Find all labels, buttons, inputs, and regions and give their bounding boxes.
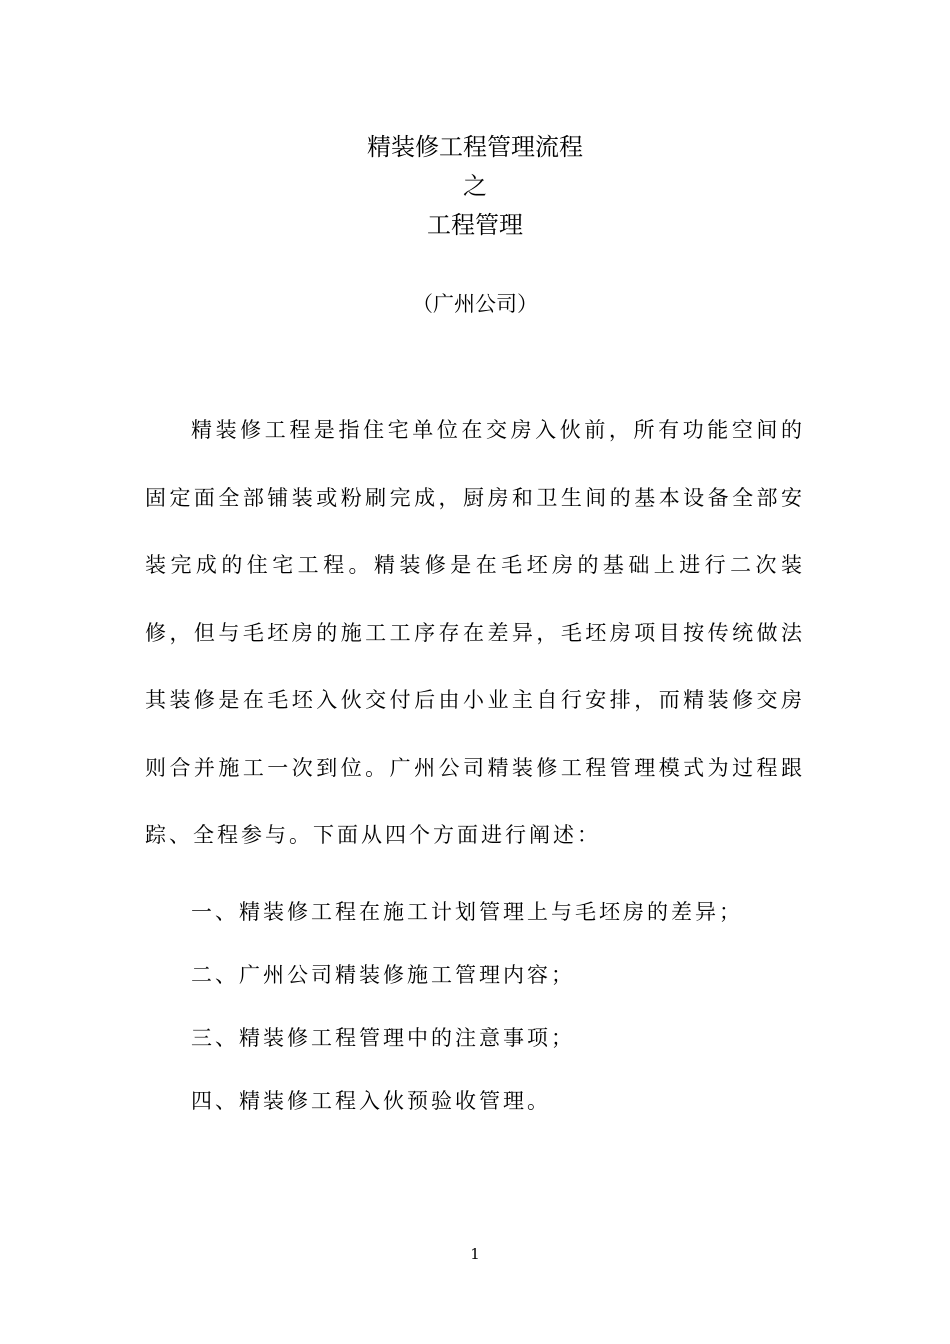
outline-list	[191, 897, 811, 1149]
list-item: 三、精装修工程管理中的注意事项；	[191, 1026, 575, 1050]
list-item: 一、精装修工程在施工计划管理上与毛坯房的差异；	[191, 900, 743, 924]
title-line-3: 工程管理	[427, 211, 523, 239]
page-number: 1	[470, 1245, 480, 1263]
title-line-1: 精装修工程管理流程	[367, 133, 583, 161]
document-subtitle: （广州公司）	[412, 292, 538, 316]
document-title	[0, 128, 950, 245]
title-line-2: 之	[463, 172, 487, 200]
intro-paragraph: 精装修工程是指住宅单位在交房入伙前，所有功能空间的固定面全部铺装或粉刷完成，厨房和卫生间的基本设备全部安装完成的住宅工程。精装修是在毛坯房的基础上进行二次装修，但与毛坯房的施工工序存在差异，毛坯房项目按传统做法其装修是在毛坯入伙交付后由小业主自行安排，而精装修交房则合并施工一次到位。广州公司精装修工程管理模式为过程跟踪、全程参与。下面从四个方面进行阐述：	[145, 418, 805, 847]
list-item: 四、精装修工程入伙预验收管理。	[191, 1089, 551, 1113]
list-item: 二、广州公司精装修施工管理内容；	[191, 963, 575, 987]
document-body	[145, 397, 805, 870]
